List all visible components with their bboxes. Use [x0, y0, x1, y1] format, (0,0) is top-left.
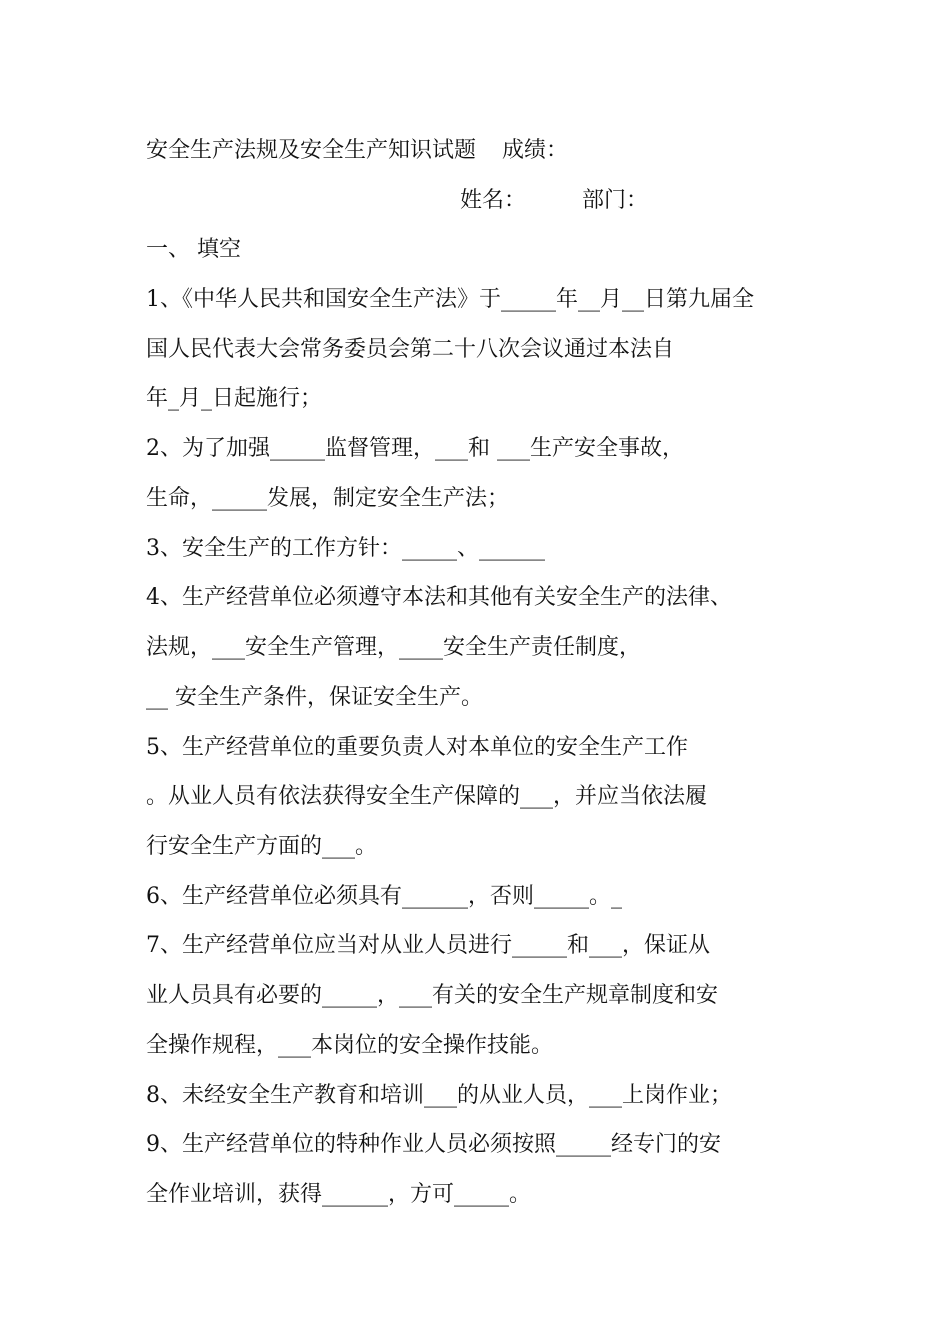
question-8: 8、未经安全生产教育和培训___的从业人员，___上岗作业；	[146, 1083, 732, 1108]
question-1-line-3: 年_月_日起施行；	[146, 386, 323, 411]
question-2-line-1: 2、为了加强_____监督管理，___和 ___生产安全事故，	[146, 436, 684, 461]
question-6: 6、生产经营单位必须具有______，否则_____。_	[146, 884, 622, 909]
question-4-line-3: __ 安全生产条件，保证安全生产。	[146, 685, 483, 710]
question-1-line-2: 国人民代表大会常务委员会第二十八次会议通过本法自	[146, 337, 675, 362]
name-label: 姓名：	[460, 188, 527, 213]
question-9-line-1: 9、生产经营单位的特种作业人员必须按照_____经专门的安	[146, 1132, 721, 1157]
question-7-line-2: 业人员具有必要的_____，___有关的安全生产规章制度和安	[146, 983, 719, 1008]
question-5-line-2: 。从业人员有依法获得安全生产保障的___，并应当依法履	[146, 784, 708, 809]
question-5-line-1: 5、生产经营单位的重要负责人对本单位的安全生产工作	[146, 735, 688, 760]
page-title: 安全生产法规及安全生产知识试题	[146, 138, 477, 163]
question-1-line-1: 1、《中华人民共和国安全生产法》于_____年__月__日第九届全	[146, 287, 754, 312]
question-5-line-3: 行安全生产方面的___。	[146, 834, 378, 859]
title-row	[146, 136, 568, 166]
question-3: 3、安全生产的工作方针：_____、______	[146, 536, 545, 561]
question-4-line-2: 法规，___安全生产管理，____安全生产责任制度，	[146, 635, 642, 660]
question-9-line-2: 全作业培训，获得______，方可_____。	[146, 1182, 532, 1207]
question-7-line-1: 7、生产经营单位应当对从业人员进行_____和___，保证从	[146, 933, 710, 958]
question-4-line-1: 4、生产经营单位必须遵守本法和其他有关安全生产的法律、	[146, 585, 732, 610]
dept-label: 部门：	[582, 188, 649, 213]
question-2-line-2: 生命，_____发展，制定安全生产法；	[146, 486, 510, 511]
info-row	[460, 186, 648, 216]
question-7-line-3: 全操作规程，___本岗位的安全操作技能。	[146, 1033, 554, 1058]
score-label: 成绩：	[502, 138, 569, 163]
section-heading: 一、 填空	[146, 237, 241, 262]
